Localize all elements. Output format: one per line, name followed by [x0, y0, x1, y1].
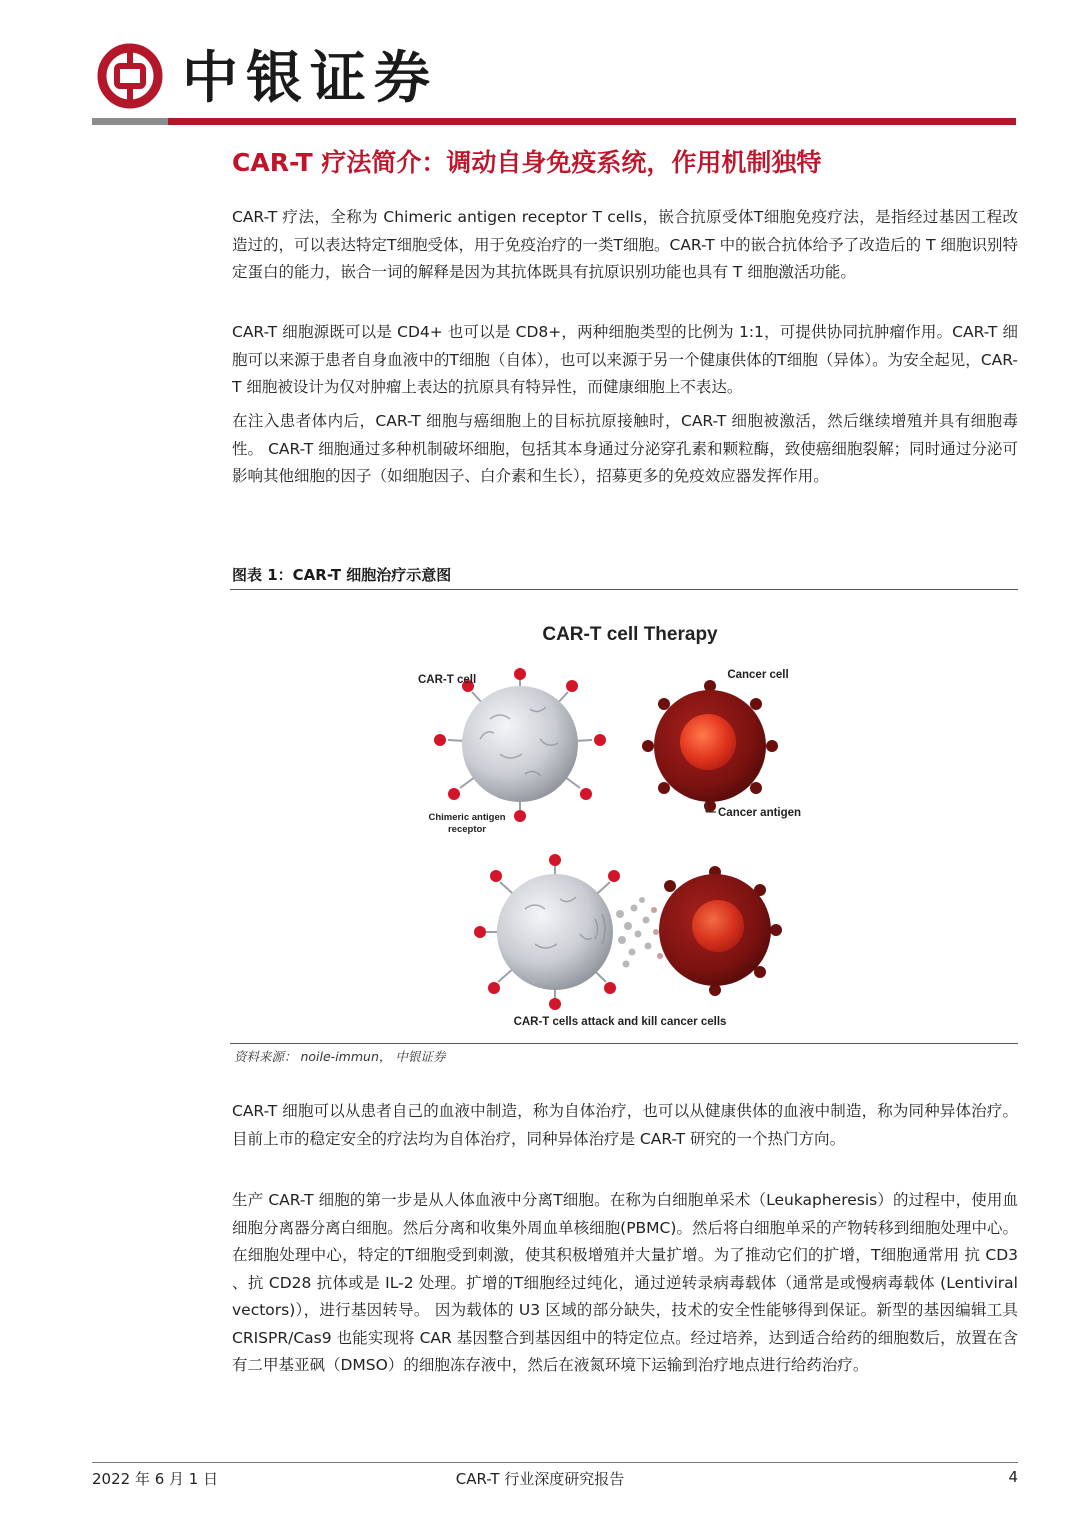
- paragraph-3: 在注入患者体内后，CAR-T 细胞与癌细胞上的目标抗原接触时，CAR-T 细胞被激活，然后继续增殖并具有细胞毒性。 CAR-T 细胞通过多种机制破坏细胞，包括其本身通过分泌穿孔素和颗粒酶，致使癌细胞裂解；同时通过分泌可影响其他细胞的因子（如细胞因子、白介素和生长），招募更多的免疫效应器发挥作用。: [232, 412, 1018, 485]
- label-receptor-line2: receptor: [447, 824, 487, 835]
- cart-therapy-figure: [410, 614, 850, 1034]
- label-cancer-antigen: Cancer antigen: [718, 807, 802, 819]
- brand-name: 中银证券: [182, 45, 438, 111]
- label-cart-cell: CAR-T cell: [418, 674, 477, 686]
- paragraph-4: CAR-T 细胞可以从患者自己的血液中制造，称为自体治疗，也可以从健康供体的血液中制造，称为同种异体治疗。目前上市的稳定安全的疗法均为自体治疗，同种异体治疗是 CAR-T 研究的一个热门方向。: [232, 1102, 1018, 1148]
- figure-source: 资料来源： noile-immun， 中银证券: [234, 1049, 446, 1064]
- page-number: 4: [1008, 1468, 1018, 1486]
- label-attack: CAR-T cells attack and kill cancer cells: [513, 1016, 727, 1028]
- label-receptor-line1: Chimeric antigen: [428, 812, 506, 823]
- cancer-cell-attacked: [659, 866, 782, 996]
- footer-title: CAR-T 行业深度研究报告: [455, 1470, 625, 1488]
- cart-cell-attack: [474, 854, 620, 1010]
- footer-rule: [92, 1462, 1018, 1463]
- paragraph-2: CAR-T 细胞源既可以是 CD4+ 也可以是 CD8+，两种细胞类型的比例为 1:1，可提供协同抗肿瘤作用。CAR-T 细胞可以来源于患者自身血液中的T细胞（自体），也可以来源于另一个健康供体的T细胞（异体）。为安全起见，CAR-T 细胞被设计为仅对肿瘤上表达的抗原具有特异性，而健康细胞上不表达。: [232, 323, 1018, 396]
- cart-cell-top: [434, 668, 606, 822]
- section-title: CAR-T 疗法简介：调动自身免疫系统，作用机制独特: [232, 148, 822, 177]
- bank-of-china-logo-icon: [96, 42, 164, 110]
- figure-title: CAR-T cell Therapy: [542, 624, 718, 645]
- header-rule-gray: [92, 118, 168, 125]
- figure-rule-bottom: [230, 1043, 1018, 1044]
- paragraph-5: 生产 CAR-T 细胞的第一步是从人体血液中分离T细胞。在称为白细胞单采术（Leukapheresis）的过程中，使用血细胞分离器分离白细胞。然后分离和收集外周血单核细胞(PBMC)。然后将白细胞单采的产物转移到细胞处理中心。 在细胞处理中心，特定的T细胞受到刺激，使其积极增殖并大量扩增。为了推动它们的扩增，T细胞通常用 抗 CD3 、抗 CD28 抗体或是 IL-2 处理。扩增的T细胞经过纯化，通过逆转录病毒载体（通常是或慢病毒载体 (Lentiviral vectors)），进行基因转导。 因为载体的 U3 区域的部分缺失，技术的安全性能够得到保证。新型的基因编辑工具 CRISPR/Cas9 也能实现将 CAR 基因整合到基因组中的特定位点。经过培养，达到适合给药的细胞数后，放置在含有二甲基亚砜（DMSO）的细胞冻存液中，然后在液氮环境下运输到治疗地点进行给药治疗。: [232, 1191, 1018, 1374]
- cancer-cell-top: [642, 680, 778, 812]
- figure-rule-top: [230, 589, 1018, 590]
- header-rule-red: [168, 118, 1016, 125]
- paragraph-1: CAR-T 疗法，全称为 Chimeric antigen receptor T cells，嵌合抗原受体T细胞免疫疗法，是指经过基因工程改造过的，可以表达特定T细胞受体，用于免疫治疗的一类T细胞。CAR-T 中的嵌合抗体给予了改造后的 T 细胞识别特定蛋白的能力，嵌合一词的解释是因为其抗体既具有抗原识别功能也具有 T 细胞激活功能。: [232, 208, 1018, 281]
- footer-date: 2022 年 6 月 1 日: [92, 1470, 219, 1488]
- label-cancer-cell: Cancer cell: [727, 669, 789, 681]
- page-header: [92, 38, 1016, 128]
- figure-caption: 图表 1：CAR-T 细胞治疗示意图: [232, 566, 452, 584]
- cytotoxic-granules: [616, 897, 663, 968]
